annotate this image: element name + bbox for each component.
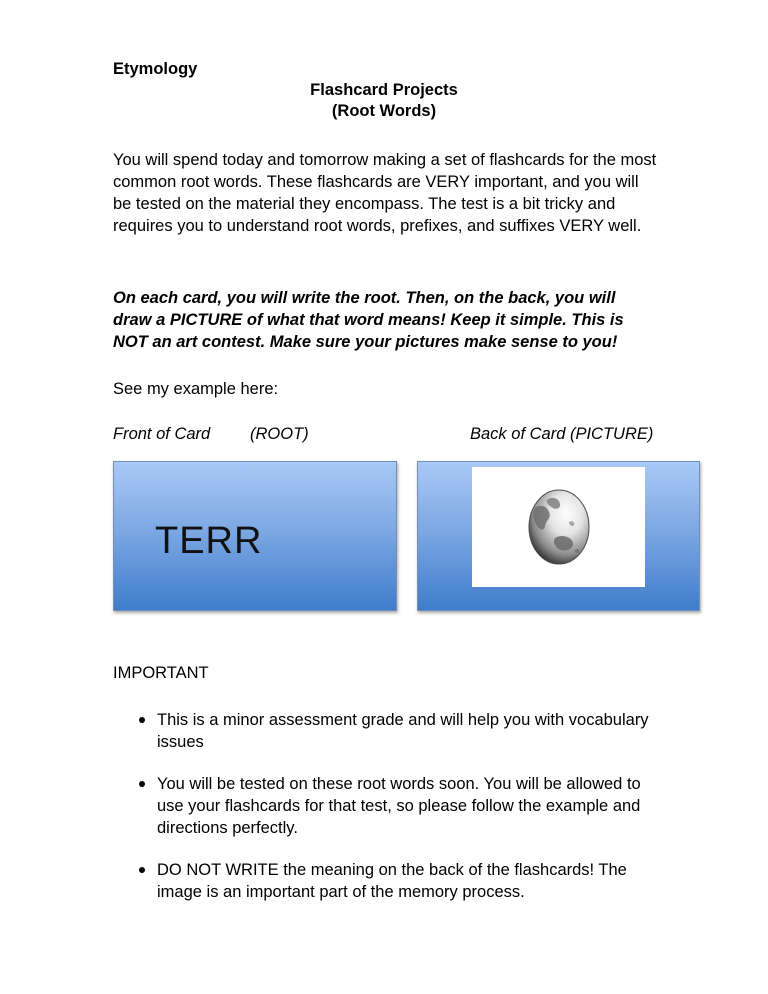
list-item-text: This is a minor assessment grade and will help you with vocabulary issues: [157, 711, 649, 751]
list-item: [113, 859, 658, 903]
page-title: Flashcard Projects: [310, 81, 458, 99]
title-block: [0, 80, 768, 122]
instructions-paragraph: On each card, you will write the root. Then, on the back, you will draw a PICTURE of what that word means! Keep it simple. This is NOT an art contest. Make sure your pictures make sense to you!: [113, 289, 624, 351]
flashcard-back: [417, 461, 700, 611]
bullet-icon: [139, 717, 145, 723]
globe-icon: [519, 486, 599, 566]
example-intro: See my example here:: [113, 380, 279, 398]
list-item: [113, 709, 658, 753]
flashcard-root-word: TERR: [155, 520, 263, 562]
front-card-label: Front of Card: [113, 425, 211, 443]
important-list: [113, 709, 658, 923]
subject-heading: Etymology: [113, 60, 198, 78]
picture-frame: [472, 467, 645, 587]
intro-paragraph: You will spend today and tomorrow making a set of flashcards for the most common root words. These flashcards are VERY important, and you will be tested on the material they encompass. The test is a bit tricky and requires you to understand root words, prefixes, and suffixes VERY well.: [113, 151, 657, 235]
page-subtitle: (Root Words): [331, 102, 437, 120]
bullet-icon: [139, 781, 145, 787]
list-item-text: You will be tested on these root words soon. You will be allowed to use your flashcards for that test, so please follow the example and directions perfectly.: [157, 775, 641, 837]
list-item: [113, 773, 658, 839]
list-item-text: DO NOT WRITE the meaning on the back of the flashcards! The image is an important part of the memory process.: [157, 861, 627, 901]
important-heading: IMPORTANT: [113, 664, 209, 682]
back-card-label: Back of Card (PICTURE): [470, 425, 654, 443]
root-label: (ROOT): [250, 425, 309, 443]
bullet-icon: [139, 867, 145, 873]
flashcard-front: [113, 461, 397, 611]
